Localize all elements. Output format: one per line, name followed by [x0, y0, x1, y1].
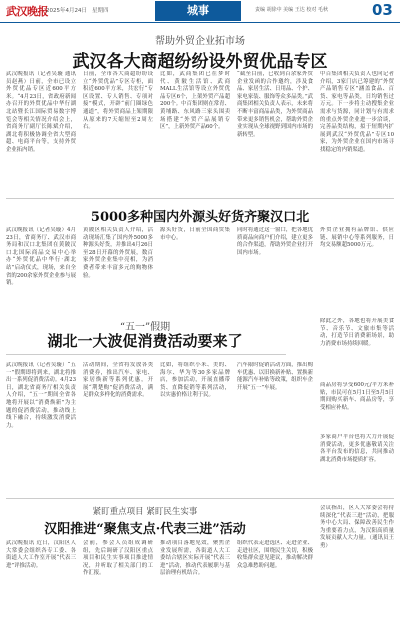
- article1-col2: 日前，全市各大商超纷纷设立“外贸优品”专区专柜，面积近600平方米，共宏行“专区设置、专人销售、专项对接”模式，开辟“前门圈绿色通道”，将外贸商品上架期限从原来的7天缩短至2周左右。: [83, 71, 153, 131]
- article4-col1: 武汉晚报讯 近日，汉阳区人大常委会组织各专工委、各街道人大工作室开展“代表三进”评推活动。: [6, 540, 76, 569]
- article2-headline: 5000多种国内外源头好货齐聚汉口北: [90, 210, 310, 225]
- divider: [6, 198, 394, 199]
- issue-date: 2025年4月24日: [46, 8, 87, 14]
- article4-col5: 会议指出，区人大常委会将持续深化“代表三进”活动，把服务中心大局、保障改善民生作为重要着力点，为汉阳高质量发展贡献人大力量。（通讯员王勇）: [320, 505, 394, 549]
- article3-col2: 活动期间，全省将发放各类消费券，推出汽车、家电、家居焕新等系列优惠，开展“荆楚购”促消费活动，满足群众多样化的消费需求。: [83, 362, 153, 399]
- article4-col3: 推动项目落地见效，聚焦企业发展所需，各街道人大工委结合辖区实际开展“代表三进”活动，推动代表履职与基层治理有机结合。: [160, 540, 230, 577]
- article2-col1: 武汉晚报讯（记者吴璇）4月23日，省商务厅、武汉市商务局和汉口北集团在黄陂汉口北国际商品交易中心举办“外贸优品中华行·湖北站”启动仪式，现场，来自全省的200余家外贸企业参与展销。: [6, 227, 76, 287]
- article4-kicker: 紧盯重点项目 紧盯民生实事: [92, 507, 198, 517]
- article3-col7: 多家商户平台也将大力开展促消费活动，更多优惠敬请关注各平台发布的信息，共同推动湖北消费市场提质扩容。: [320, 434, 394, 463]
- article1-kicker: 帮助外贸企业拓市场: [155, 36, 245, 47]
- article2-col2: 黄陂区相关负责人介绍，活动现场汇集了国内外5000多种源头好货，并推出4月26日至28日开幕的外贸展，数百家外贸企业集中亮相，为消费者带来丰富多元的购物体验。: [83, 227, 153, 279]
- article2-col4: 同时将通过这一窗口，把各地优质商品向商户们介绍，建立更多的合作渠道，帮助外贸企业打开国内市场。: [237, 227, 313, 256]
- article3-col3: 比如，将组织小米、美的、海尔、华为等30多家品牌店，参加活动，开展直播带货、直降促销等系列活动，以实惠价格让利于民。: [160, 362, 230, 399]
- newspaper-logo: 武汉晚报: [6, 5, 48, 18]
- issue-weekday: 星期四: [92, 8, 109, 14]
- article1-headline: 武汉各大商超纷纷设外贸优品专区: [72, 52, 328, 72]
- article4-headline: 汉阳推进“聚焦支点·代表三进”活动: [44, 522, 246, 537]
- article3-col4: 汽车限时促销活动方面，推出购车优惠、以旧换新补贴、置换新能源汽车补贴等政策，组织车企开展“五一”车展。: [237, 362, 313, 391]
- article3-col5: 除此之外，各地也将开展美食节、音乐节、文旅市集等活动，打造节日消费新场景，助力消费市场持续回暖。: [320, 318, 394, 347]
- article2-col5: 外贸企业拥有品牌馆、供应链、展销中心等系列服务，日均交易额超5000万元。: [320, 227, 394, 249]
- article3-col6: 商品房将享受600元/平方米补贴，市民可在5月1日至5月5日期间购买新车、商品房等，享受相应补贴。: [320, 382, 394, 411]
- page-number: 03: [372, 1, 393, 19]
- article3-col1: 武汉晚报讯（记者吴璇）“五一”假期即将到来，湖北将推出一系列促消费活动。4月23日，湖北省商务厅相关负责人介绍，“五一”期间全省各地将开展以“消费焕新”为主题的促消费活动，推动线上线下融合，持续激发消费活力。: [6, 362, 76, 429]
- editors-credit: 责编 胡徐中 美编 王达 校对 毛秋: [255, 7, 328, 13]
- article3-headline: 湖北一大波促消费活动要来了: [47, 332, 243, 350]
- section-title: 城事: [155, 1, 241, 21]
- article3-kicker: “五一”假期: [119, 322, 171, 333]
- divider: [6, 498, 394, 499]
- article1-col3: 比如，武商集团已在梦时代、黄陂生活馆、武商MALL生活馆等设立外贸优品专区6个，上架外贸产品超200个。中百集团则在常青、黄埔路、东风路三家头围卖场搭建“外贸产品展销专区”，上新外贸产品60个。: [160, 71, 230, 131]
- article1-col5: 中百集团相关负责人也向记者介绍，3家门店已筹建的“外贸产品销售专区”涵盖食品、百货、家电等品类，日均销售过万元。下一步将主动搜集企业需求与货源，同计划与有需求的重点外贸企业进一步洽谈，完善品类结构，拟于短期内扩展到武汉“外贸优品”专区10家，为外贸企业在国内市场寻找稳定的内销渠道。: [320, 71, 394, 153]
- article2-col3: 源头好货，日前全国商贸集市中心。: [160, 227, 230, 241]
- article4-col4: 组织代表走进选区、走进企业、走进社区，围绕民生关切，积极收集群众意见建议，推动解决群众急难愁盼问题。: [237, 540, 313, 569]
- article4-col2: 会前，参会人员组成调研组，先后调研了汉阳区重点项目和民生实事项目推进情况，并听取了相关部门的工作汇报。: [83, 540, 153, 577]
- divider: [6, 354, 286, 355]
- article1-col1: 武汉晚报讯（记者吴璇 通讯员赵燕）日前，全市已设立外贸优品专区近600平方米。“4月23日，省政府新闻办召开的外贸优品中华行湖北站暨长江国际贸易数字博览会等相关情况介绍会上，省商务厅副厅长陈斌介绍，湖北将积极协调全省大型商超、电商平台等，支持外贸企业拓内销。: [6, 71, 76, 153]
- article1-col4: “截至目前，已收到百余家外贸企业发函的合作邀约，涉及食品、家居生活、日用品、个护、家电家装、服饰等众多品类。”武商集团相关负责人表示，未来将不断丰富商品品类，为外贸商品带来更多销售机会，帮助外贸企业实现从全球视野到国内市场的新转型。: [237, 71, 313, 138]
